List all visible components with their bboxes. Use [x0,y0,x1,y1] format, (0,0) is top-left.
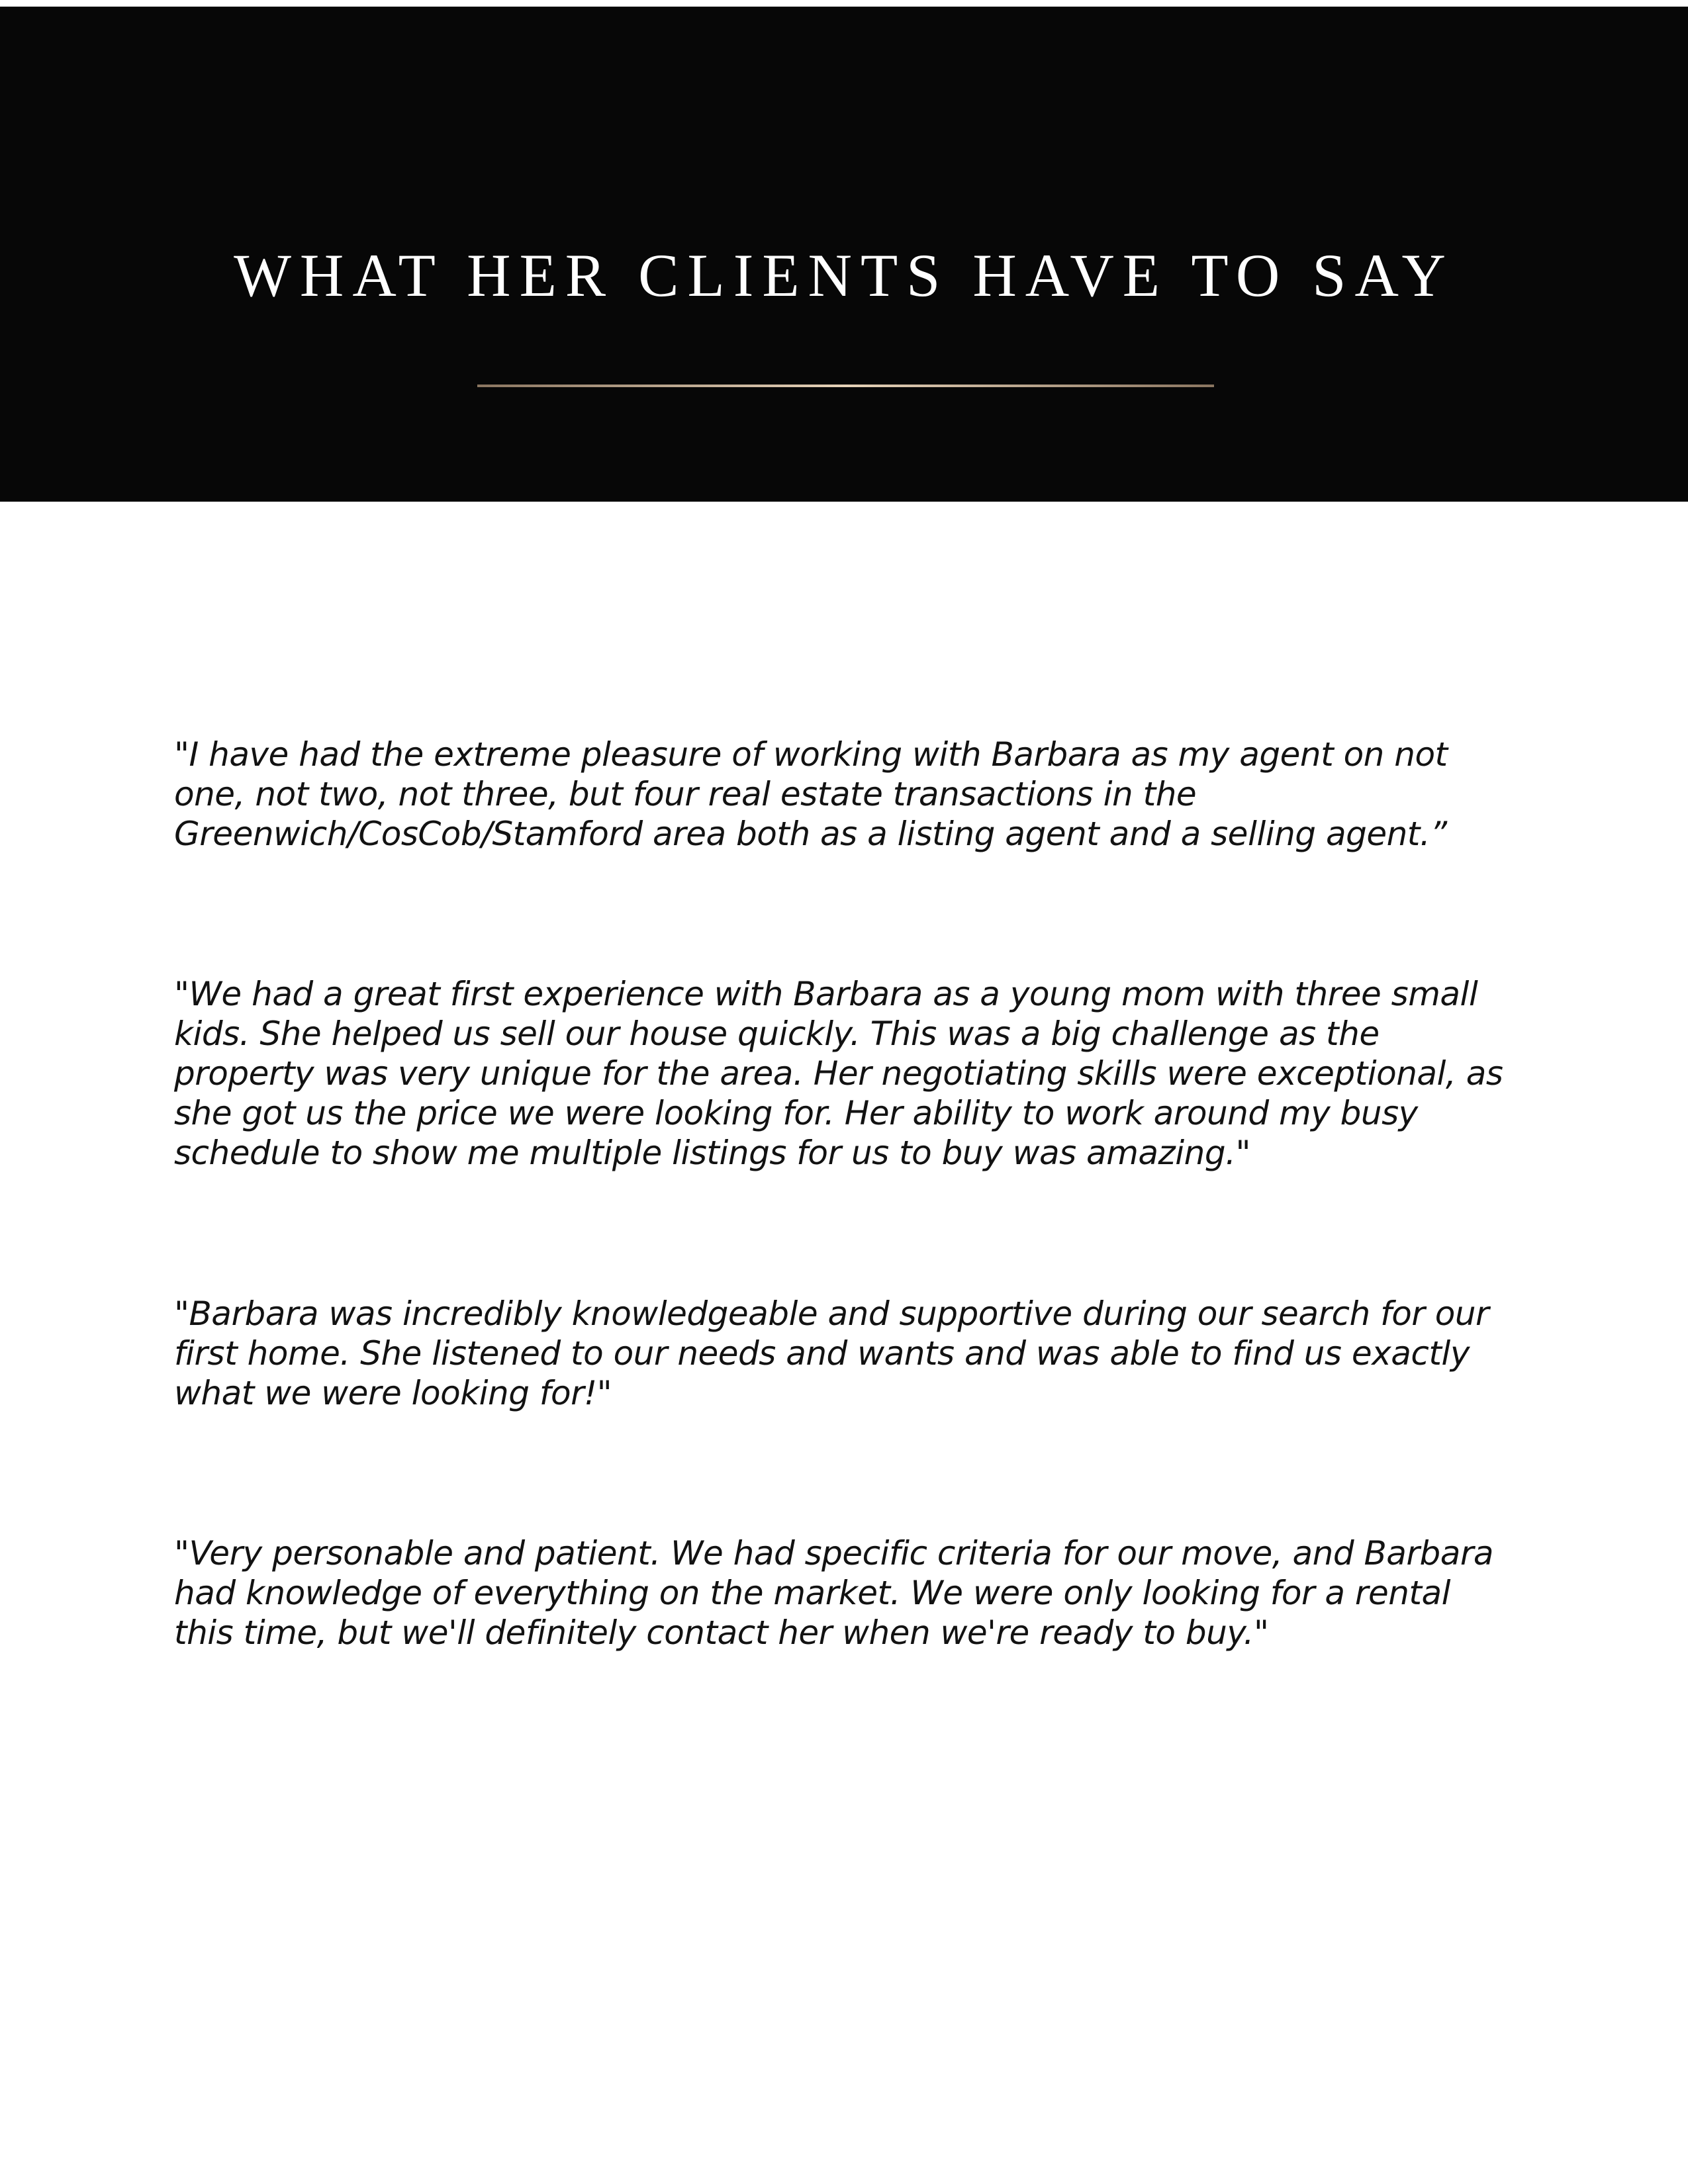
page-title: WHAT HER CLIENTS HAVE TO SAY [234,242,1454,309]
header-banner [0,7,1688,502]
testimonial-quote: "We had a great first experience with Barbara as a young mom with three small kids. She helped us sell our house quickly. This was a big challenge as the property was very unique for the area. Her negotiating skills were exceptional, as she got us the price we were looking for. Her ability to work around my busy schedule to show me multiple listings for us to buy was amazing." [174,975,1503,1172]
testimonial-quote: "Very personable and patient. We had specific criteria for our move, and Barbara had knowledge of everything on the market. We were only looking for a rental this time, but we'll definitely contact her when we're ready to buy." [174,1534,1494,1652]
testimonial-quote: "Barbara was incredibly knowledgeable and supportive during our search for our first home. She listened to our needs and wants and was able to find us exactly what we were looking for!" [174,1295,1489,1412]
title-divider [477,385,1214,387]
testimonial-quote: "I have had the extreme pleasure of working with Barbara as my agent on not one, not two, not three, but four real estate transactions in the Greenwich/CosCob/Stamford area both as a listing agent and a selling agent.” [174,735,1448,853]
